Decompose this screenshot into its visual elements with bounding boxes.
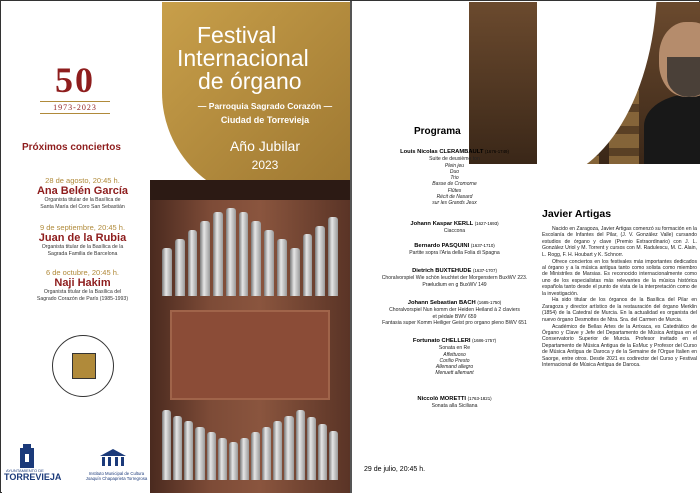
composer-text: Dietrich BUXTEHUDE [412, 268, 472, 274]
composer-dates: (1676-1749) [485, 149, 509, 154]
piece-title: Choralvorspiel Wie schön leuchtet der Morgenstern BuxWV 223. [381, 275, 528, 281]
movement: Duo [449, 168, 460, 175]
movement: Plein jeu [444, 162, 465, 169]
composer-name [362, 148, 547, 156]
concert-date: 6 de octubre, 20:45 h. [46, 268, 119, 277]
right-page [352, 2, 700, 493]
movement: Allemand allegro [435, 364, 474, 371]
piece-title: Fantasia super Komm Heiliger Geist pro organo pleno BWV 651 [382, 320, 527, 327]
composer-name [362, 337, 547, 345]
jubilee-label: Año Jubilar [229, 138, 301, 154]
composer-dates: (1686-1757) [472, 338, 497, 343]
anniversary-number: 50 [55, 60, 95, 100]
concert-date: 9 de septiembre, 20:45 h. [39, 223, 126, 232]
left-page [2, 2, 350, 493]
composer-text: Niccolò MORETTI [417, 396, 467, 402]
concert-item [10, 268, 155, 302]
composer-name [362, 220, 547, 228]
composer-name [362, 299, 547, 307]
movement: Récit de Nasard [436, 194, 473, 201]
organ-upper-pipes [162, 208, 338, 296]
anniversary-years: 1973-2023 [40, 101, 110, 114]
movement: Corilio Presto [439, 357, 470, 364]
upcoming-heading: Próximos conciertos [22, 142, 121, 153]
anniversary-logo [40, 62, 110, 114]
piece-title: Præludium en g BuxWV 149 [422, 281, 487, 288]
piece-title: Sonata en Re [438, 345, 471, 351]
concert-date: 28 de agosto, 20:45 h. [45, 176, 120, 185]
movement: Menuett allemant [435, 370, 474, 377]
composer-dates: (1637-1710) [470, 243, 495, 248]
photo-curved-mask [537, 2, 657, 164]
movement: Basse de Cromorne [432, 181, 477, 188]
culture-institute-logo-icon [98, 448, 128, 468]
movement: sur les Grands Jeux [432, 200, 477, 207]
bio-paragraph: Nacido en Zaragoza, Javier Artigas comenzó su formación en la Escolanía de Infantes del Pilar, (J. V. González Valle) cursando estudios de órgano y clave (Premio Extraordinario) con J. L. González Uriol y M. Torrent y cursos con M. Radulescu, M. C. Alain, L. Rogg, F. H. Houbart y K. Schnorr. [542, 226, 697, 258]
composer-dates: (1627-1693) [474, 221, 499, 226]
composer-text: Johann Kaspar KERLL [410, 221, 474, 227]
parish-name: — Parroquia Sagrado Corazón — [197, 101, 333, 111]
programme-item [362, 299, 547, 327]
piece-title: Suite de deuxième ton [429, 156, 480, 162]
programme-item [362, 395, 547, 410]
composer-dates: (1637-1707) [472, 268, 497, 273]
organ-panel [170, 310, 330, 400]
organist-photo [469, 2, 700, 164]
movement: Trio [450, 175, 459, 182]
culture-institute-name: Instituto Municipal de Cultura Joaquín Chapaprieta Torregrosa [85, 471, 148, 481]
programme-item [362, 148, 547, 207]
composer-text: Fortunato CHELLERI [412, 338, 471, 344]
composer-name [362, 395, 547, 403]
programme-heading: Programa [414, 126, 461, 137]
programme-item [362, 242, 547, 257]
bio-paragraph: Ofrece conciertos en los festivales más importantes dedicados al órgano y a la música antigua tanto como solista como miembro de Ministriles de Marsias. Es reconocido internacionalmente como uno de los especialistas más relevantes de la música histórica española tanto desde el punto de vista de la interpretación como de la investigación. [542, 258, 697, 297]
concert-performer: Juan de la Rubia [38, 232, 127, 244]
movement: Flûtes [447, 187, 462, 194]
composer-dates: (1763-1821) [467, 396, 492, 401]
piece-title: et pédale BWV 659 [432, 313, 477, 320]
composer-dates: (1685-1750) [477, 300, 502, 305]
concert-performer: Ana Belén García [36, 185, 129, 197]
festival-title-line2: Internacional [177, 45, 309, 71]
city-name: Ciudad de Torrevieja [220, 115, 310, 125]
programme-item [362, 220, 547, 235]
organist-jacket [644, 94, 700, 164]
cultural-association-seal [52, 335, 114, 397]
parish-text: Parroquia Sagrado Corazón [208, 101, 322, 111]
composer-name [362, 267, 547, 275]
piece-title: Sonata alla Siciliana [431, 403, 478, 409]
artist-name: Javier Artigas [542, 208, 612, 220]
concert-description: Organista titular de la Basílica del Sagrado Corazón de París (1985-1993) [36, 289, 129, 302]
city-hall-label: AYUNTAMIENTO DE [6, 468, 44, 473]
organ-lower-pipes [162, 410, 338, 480]
festival-title-line3: de órgano [198, 68, 302, 94]
city-hall-name: TORREVIEJA [4, 472, 62, 482]
composer-text: Johann Sebastian BACH [407, 300, 476, 306]
piece-title: Choralvorspiel Nun komm der Heiden Heiland à 2 claviers [389, 307, 520, 313]
movement: Affettuoso [443, 351, 466, 358]
composer-name [362, 242, 547, 250]
programme-item [362, 337, 547, 377]
piece-title: Partite sopra l'Aria della Folia di Spagna [409, 250, 500, 256]
concert-item [10, 176, 155, 210]
organ-photo [150, 180, 350, 493]
organ-cornice [150, 180, 350, 200]
bio-paragraph: Ha sido titular de los órganos de la Basílica del Pilar en Zaragoza y director artístico de la restauración del órgano Merklin (1854) de la Catedral de Murcia. En la actualidad es organista del nuevo órgano Desmottes de Ntra. Sra. del Carmen de Murcia. [542, 297, 697, 323]
composer-text: Louis Nicolas CLERAMBAULT [400, 149, 484, 155]
programme-item [362, 267, 547, 288]
festival-title-line1: Festival [197, 22, 277, 48]
concert-description: Organista titular de la Basílica de la Sagrada Familia de Barcelona [41, 244, 124, 257]
jubilee-year: 2023 [251, 158, 279, 172]
seal-church-icon [72, 353, 96, 379]
composer-text: Bernardo PASQUINI [414, 243, 470, 249]
bio-paragraph: Académico de Bellas Artes de la Arrixaca, es Catedrático de Órgano y Clave y Jefe del Departamento de Música Antigua en el Conservatorio Superior de Murcia. Profesor invitado en el Departamento de Música Antigua de la EsMuc y Profesor del Curso de Música Antigua de Daroca y de la Semaine de l'Orgue Italien en Saorge, entre otros. Desde 2021 es codirector del Curso y Festival Internacional de Música Antigua de Daroca. [542, 323, 697, 369]
piece-title: Ciaccona [443, 228, 466, 234]
artist-biography [542, 226, 697, 369]
concert-item [10, 223, 155, 257]
recital-date: 29 de julio, 20:45 h. [364, 466, 426, 473]
concert-description: Organista titular de la Basílica de Santa María del Coro San Sebastián [40, 197, 125, 210]
concert-performer: Naji Hakim [54, 277, 111, 289]
